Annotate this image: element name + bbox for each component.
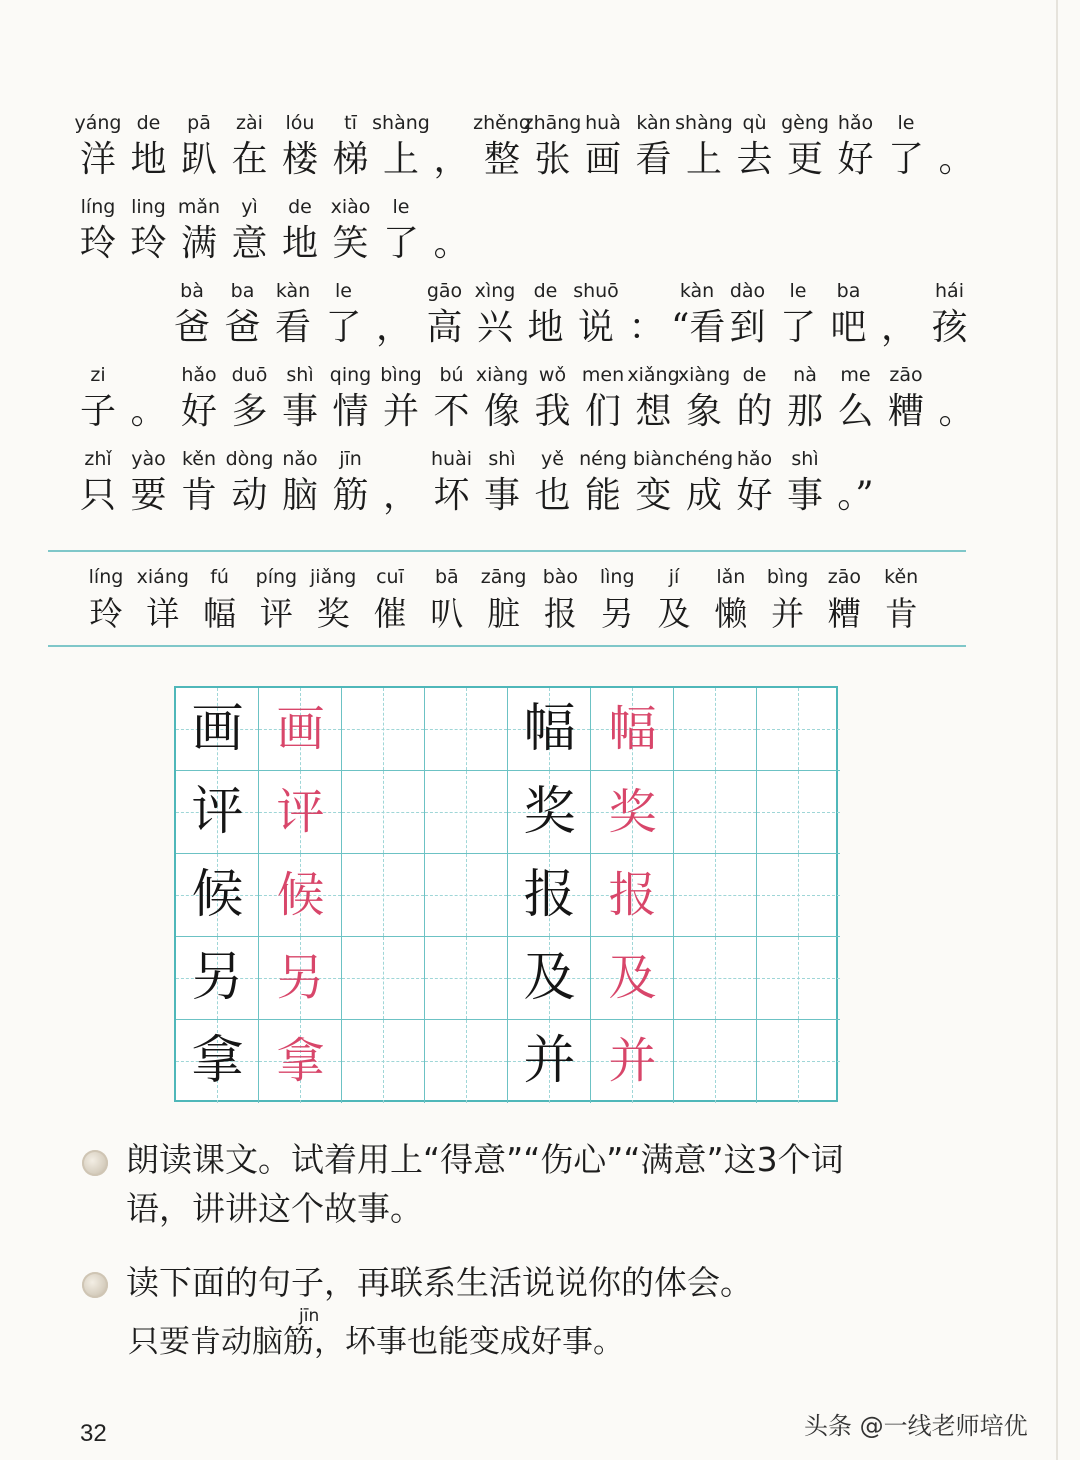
trace-character: 画: [276, 701, 325, 757]
hanzi: 动: [231, 475, 268, 516]
pinyin: wǒ: [538, 364, 567, 386]
hanzi: 事: [483, 475, 520, 516]
pinyin: le: [335, 280, 352, 302]
hanzi: 整: [483, 139, 520, 180]
new-character: 脏: [487, 594, 521, 633]
hanzi: 爸: [224, 307, 261, 348]
trace-character: 报: [608, 867, 657, 923]
model-character: 报: [523, 865, 576, 925]
hanzi: 。: [938, 139, 975, 180]
hanzi: 糟: [887, 391, 924, 432]
pinyin: de: [742, 364, 767, 386]
pinyin: yě: [541, 448, 564, 470]
new-character: 及: [657, 594, 691, 633]
new-character: 懒: [714, 594, 748, 633]
new-character: 奖: [316, 594, 350, 633]
pinyin: yào: [131, 448, 166, 470]
new-character: 叭: [430, 594, 464, 633]
pinyin: yì: [241, 196, 258, 218]
hanzi: 地: [527, 307, 564, 348]
hanzi: 洋: [79, 139, 116, 180]
pinyin: shì: [791, 448, 819, 470]
grid-cell: [757, 688, 840, 771]
new-character-pinyin: jiǎng: [310, 566, 357, 588]
pinyin: qing: [329, 364, 372, 386]
watermark: 头条 @一线老师培优: [804, 1412, 1028, 1440]
pinyin: nà: [793, 364, 817, 386]
hanzi: 。: [130, 391, 167, 432]
pinyin: pā: [187, 112, 211, 134]
exercise-1-icon: [82, 1150, 108, 1176]
pinyin: bìng: [380, 364, 422, 386]
hanzi: 爸: [173, 307, 210, 348]
pinyin: zhěng: [473, 112, 531, 134]
writing-practice-grid: [174, 686, 838, 1102]
trace-character: 奖: [608, 784, 657, 840]
hanzi: “看: [671, 307, 726, 348]
hanzi: 孩: [931, 307, 968, 348]
hanzi: 坏: [433, 475, 470, 516]
hanzi: 只: [79, 475, 116, 516]
trace-character: 幅: [608, 701, 657, 757]
hanzi: 画: [584, 139, 621, 180]
hanzi: 高: [426, 307, 463, 348]
new-character: 评: [259, 594, 293, 633]
hanzi: ，: [880, 307, 917, 348]
hanzi: 子: [79, 391, 116, 432]
pinyin: zi: [90, 364, 106, 386]
model-character: 幅: [523, 699, 576, 759]
model-character: 及: [523, 948, 576, 1008]
hanzi: 成: [685, 475, 722, 516]
hanzi: ，: [382, 475, 419, 516]
hanzi: ，: [433, 139, 470, 180]
new-character: 另: [600, 594, 634, 633]
hanzi: 的: [736, 391, 773, 432]
hanzi: 好: [837, 139, 874, 180]
new-character: 糟: [827, 594, 861, 633]
page-edge: [1056, 0, 1058, 1460]
hanzi: 在: [231, 139, 268, 180]
new-character: 幅: [203, 594, 237, 633]
pinyin: qù: [742, 112, 767, 134]
hanzi: 并: [382, 391, 419, 432]
pinyin: xiàng: [677, 364, 731, 386]
hanzi: 能: [584, 475, 621, 516]
pinyin: líng: [80, 196, 116, 218]
trace-character: 及: [608, 950, 657, 1006]
hanzi: 张: [534, 139, 571, 180]
grid-cell: [342, 854, 425, 937]
new-character-pinyin: fú: [210, 566, 229, 588]
new-character-pinyin: zāng: [480, 566, 527, 588]
page-number: 32: [80, 1420, 107, 1447]
hanzi: 情: [332, 391, 369, 432]
pinyin: biàn: [632, 448, 675, 470]
model-character: 拿: [191, 1031, 244, 1091]
grid-cell: [425, 1020, 508, 1103]
grid-cell: [674, 688, 757, 771]
grid-cell: [342, 771, 425, 854]
grid-cell: [342, 937, 425, 1020]
pinyin: xiàng: [475, 364, 529, 386]
pinyin: shàng: [372, 112, 430, 134]
pinyin: nǎo: [282, 448, 318, 470]
pinyin: ling: [131, 196, 166, 218]
hanzi: 看: [274, 307, 311, 348]
pinyin: shàng: [675, 112, 733, 134]
exercise-1-line1: 朗读课文。试着用上“得意”“伤心”“满意”这3个词: [126, 1140, 844, 1179]
exercise-2-icon: [82, 1272, 108, 1298]
model-character: 评: [191, 782, 244, 842]
new-character: 报: [543, 594, 577, 633]
trace-character: 候: [276, 867, 325, 923]
new-character-pinyin: bào: [542, 566, 579, 588]
grid-cell: [757, 854, 840, 937]
hanzi: ，: [375, 307, 412, 348]
new-character-pinyin: bìng: [766, 566, 809, 588]
pinyin: de: [288, 196, 312, 218]
hanzi: 上: [382, 139, 419, 180]
pinyin: hǎo: [181, 364, 217, 386]
pinyin: shì: [286, 364, 314, 386]
pinyin: de: [533, 280, 558, 302]
new-character: 玲: [89, 594, 123, 633]
pinyin: zhāng: [523, 112, 582, 134]
new-character-pinyin: píng: [255, 566, 298, 588]
exercise-2-line2: 只要肯动脑筋，坏事也能变成好事。: [128, 1324, 624, 1360]
hanzi: 。”: [837, 475, 874, 516]
hanzi: 像: [483, 391, 520, 432]
model-character: 候: [191, 865, 244, 925]
new-character-pinyin: cuī: [376, 566, 404, 588]
hanzi: 那: [786, 391, 823, 432]
hanzi: 玲: [79, 223, 116, 264]
hanzi: ：: [628, 307, 665, 348]
pinyin: hǎo: [736, 448, 773, 470]
pinyin: gāo: [426, 280, 463, 302]
trace-character: 另: [276, 950, 325, 1006]
pinyin: tī: [344, 112, 357, 134]
pinyin: huài: [430, 448, 472, 470]
hanzi: 了: [325, 307, 362, 348]
hanzi: 。: [433, 223, 470, 264]
pinyin: gèng: [781, 112, 829, 134]
hanzi: 也: [534, 475, 571, 516]
hanzi: 么: [837, 391, 874, 432]
model-character: 并: [523, 1031, 576, 1091]
hanzi: 到: [729, 307, 766, 348]
new-character-pinyin: lǎn: [716, 566, 746, 588]
pinyin: shì: [488, 448, 516, 470]
new-character-pinyin: xiáng: [136, 566, 189, 588]
pinyin: de: [136, 112, 161, 134]
pinyin: yáng: [74, 112, 122, 134]
trace-character: 并: [608, 1033, 657, 1089]
pinyin: le: [897, 112, 915, 134]
grid-cell: [342, 1020, 425, 1103]
hanzi: 更: [786, 139, 823, 180]
new-character-pinyin: kěn: [884, 566, 919, 588]
new-character-pinyin: lìng: [599, 566, 635, 588]
grid-cell: [757, 1020, 840, 1103]
hanzi: 兴: [476, 307, 513, 348]
hanzi: 事: [281, 391, 318, 432]
grid-cell: [674, 937, 757, 1020]
hanzi: 好: [736, 475, 773, 516]
grid-cell: [425, 937, 508, 1020]
pinyin: xìng: [474, 280, 516, 302]
grid-cell: [425, 854, 508, 937]
model-character: 另: [191, 948, 244, 1008]
pinyin: duō: [231, 364, 268, 386]
new-character-pinyin: bā: [434, 566, 459, 588]
grid-cell: [425, 771, 508, 854]
new-character: 详: [146, 594, 180, 633]
exercise-1-line2: 语，讲讲这个故事。: [126, 1189, 423, 1228]
pinyin: néng: [579, 448, 627, 470]
hanzi: 看: [635, 139, 672, 180]
grid-cell: [757, 937, 840, 1020]
exercise-2-pinyin-hint: jīn: [299, 1306, 320, 1326]
new-character-pinyin: líng: [88, 566, 124, 588]
pinyin: xiào: [330, 196, 371, 218]
hanzi: 们: [584, 391, 621, 432]
hanzi: 梯: [332, 139, 369, 180]
hanzi: 脑: [281, 475, 318, 516]
hanzi: 想: [635, 391, 672, 432]
hanzi: 趴: [180, 139, 217, 180]
hanzi: 地: [130, 139, 167, 180]
hanzi: 玲: [130, 223, 167, 264]
hanzi: 了: [779, 307, 816, 348]
pinyin: mǎn: [177, 196, 221, 218]
hanzi: 要: [130, 475, 167, 516]
hanzi: 了: [382, 223, 419, 264]
hanzi: 说: [577, 307, 614, 348]
grid-cell: [674, 771, 757, 854]
new-character-pinyin: zāo: [827, 566, 862, 588]
pinyin: zhǐ: [84, 448, 112, 470]
grid-cell: [674, 1020, 757, 1103]
hanzi: 吧: [830, 307, 867, 348]
pinyin: kěn: [181, 448, 217, 470]
hanzi: 不: [433, 391, 470, 432]
pinyin: me: [840, 364, 871, 386]
hanzi: 变: [635, 475, 672, 516]
pinyin: men: [581, 364, 625, 386]
hanzi: 好: [180, 391, 217, 432]
pinyin: xiǎng: [627, 364, 680, 386]
exercise-2-line1: 读下面的句子，再联系生活说说你的体会。: [126, 1263, 753, 1302]
pinyin: kàn: [636, 112, 671, 134]
pinyin: kàn: [275, 280, 311, 302]
hanzi: 了: [887, 139, 924, 180]
pinyin: hǎo: [837, 112, 874, 134]
hanzi: 上: [685, 139, 722, 180]
new-character: 肯: [884, 594, 918, 633]
model-character: 画: [191, 699, 244, 759]
pinyin: zāo: [889, 364, 923, 386]
pinyin: huà: [585, 112, 621, 134]
hanzi: 。: [938, 391, 975, 432]
pinyin: lóu: [285, 112, 315, 134]
strip-bottom-rule: [48, 645, 966, 647]
pinyin: le: [392, 196, 410, 218]
new-character: 并: [771, 594, 805, 633]
trace-character: 拿: [276, 1033, 325, 1089]
model-character: 奖: [523, 782, 576, 842]
pinyin: dòng: [225, 448, 274, 470]
hanzi: 地: [281, 223, 318, 264]
trace-character: 评: [276, 784, 325, 840]
pinyin: le: [789, 280, 807, 302]
grid-cell: [425, 688, 508, 771]
pinyin: ba: [230, 280, 255, 302]
new-character-pinyin: jí: [668, 566, 680, 588]
hanzi: 满: [180, 223, 217, 264]
pinyin: shuō: [573, 280, 619, 302]
strip-top-rule: [48, 550, 966, 552]
grid-cell: [674, 854, 757, 937]
hanzi: 筋: [332, 475, 369, 516]
new-character: 催: [373, 594, 407, 633]
pinyin: jīn: [339, 448, 362, 470]
hanzi: 楼: [281, 139, 318, 180]
grid-cell: [757, 771, 840, 854]
hanzi: 多: [231, 391, 268, 432]
hanzi: 去: [736, 139, 773, 180]
hanzi: 象: [685, 391, 722, 432]
pinyin: hái: [935, 280, 964, 302]
hanzi: 我: [534, 391, 571, 432]
pinyin: ba: [836, 280, 861, 302]
pinyin: chéng: [674, 448, 734, 470]
pinyin: kàn: [679, 280, 715, 302]
hanzi: 意: [231, 223, 268, 264]
grid-cell: [342, 688, 425, 771]
hanzi: 事: [786, 475, 823, 516]
pinyin: bà: [180, 280, 204, 302]
hanzi: 笑: [332, 223, 369, 264]
hanzi: 肯: [180, 475, 217, 516]
pinyin: zài: [236, 112, 263, 134]
pinyin: dào: [729, 280, 766, 302]
pinyin: bú: [439, 364, 464, 386]
